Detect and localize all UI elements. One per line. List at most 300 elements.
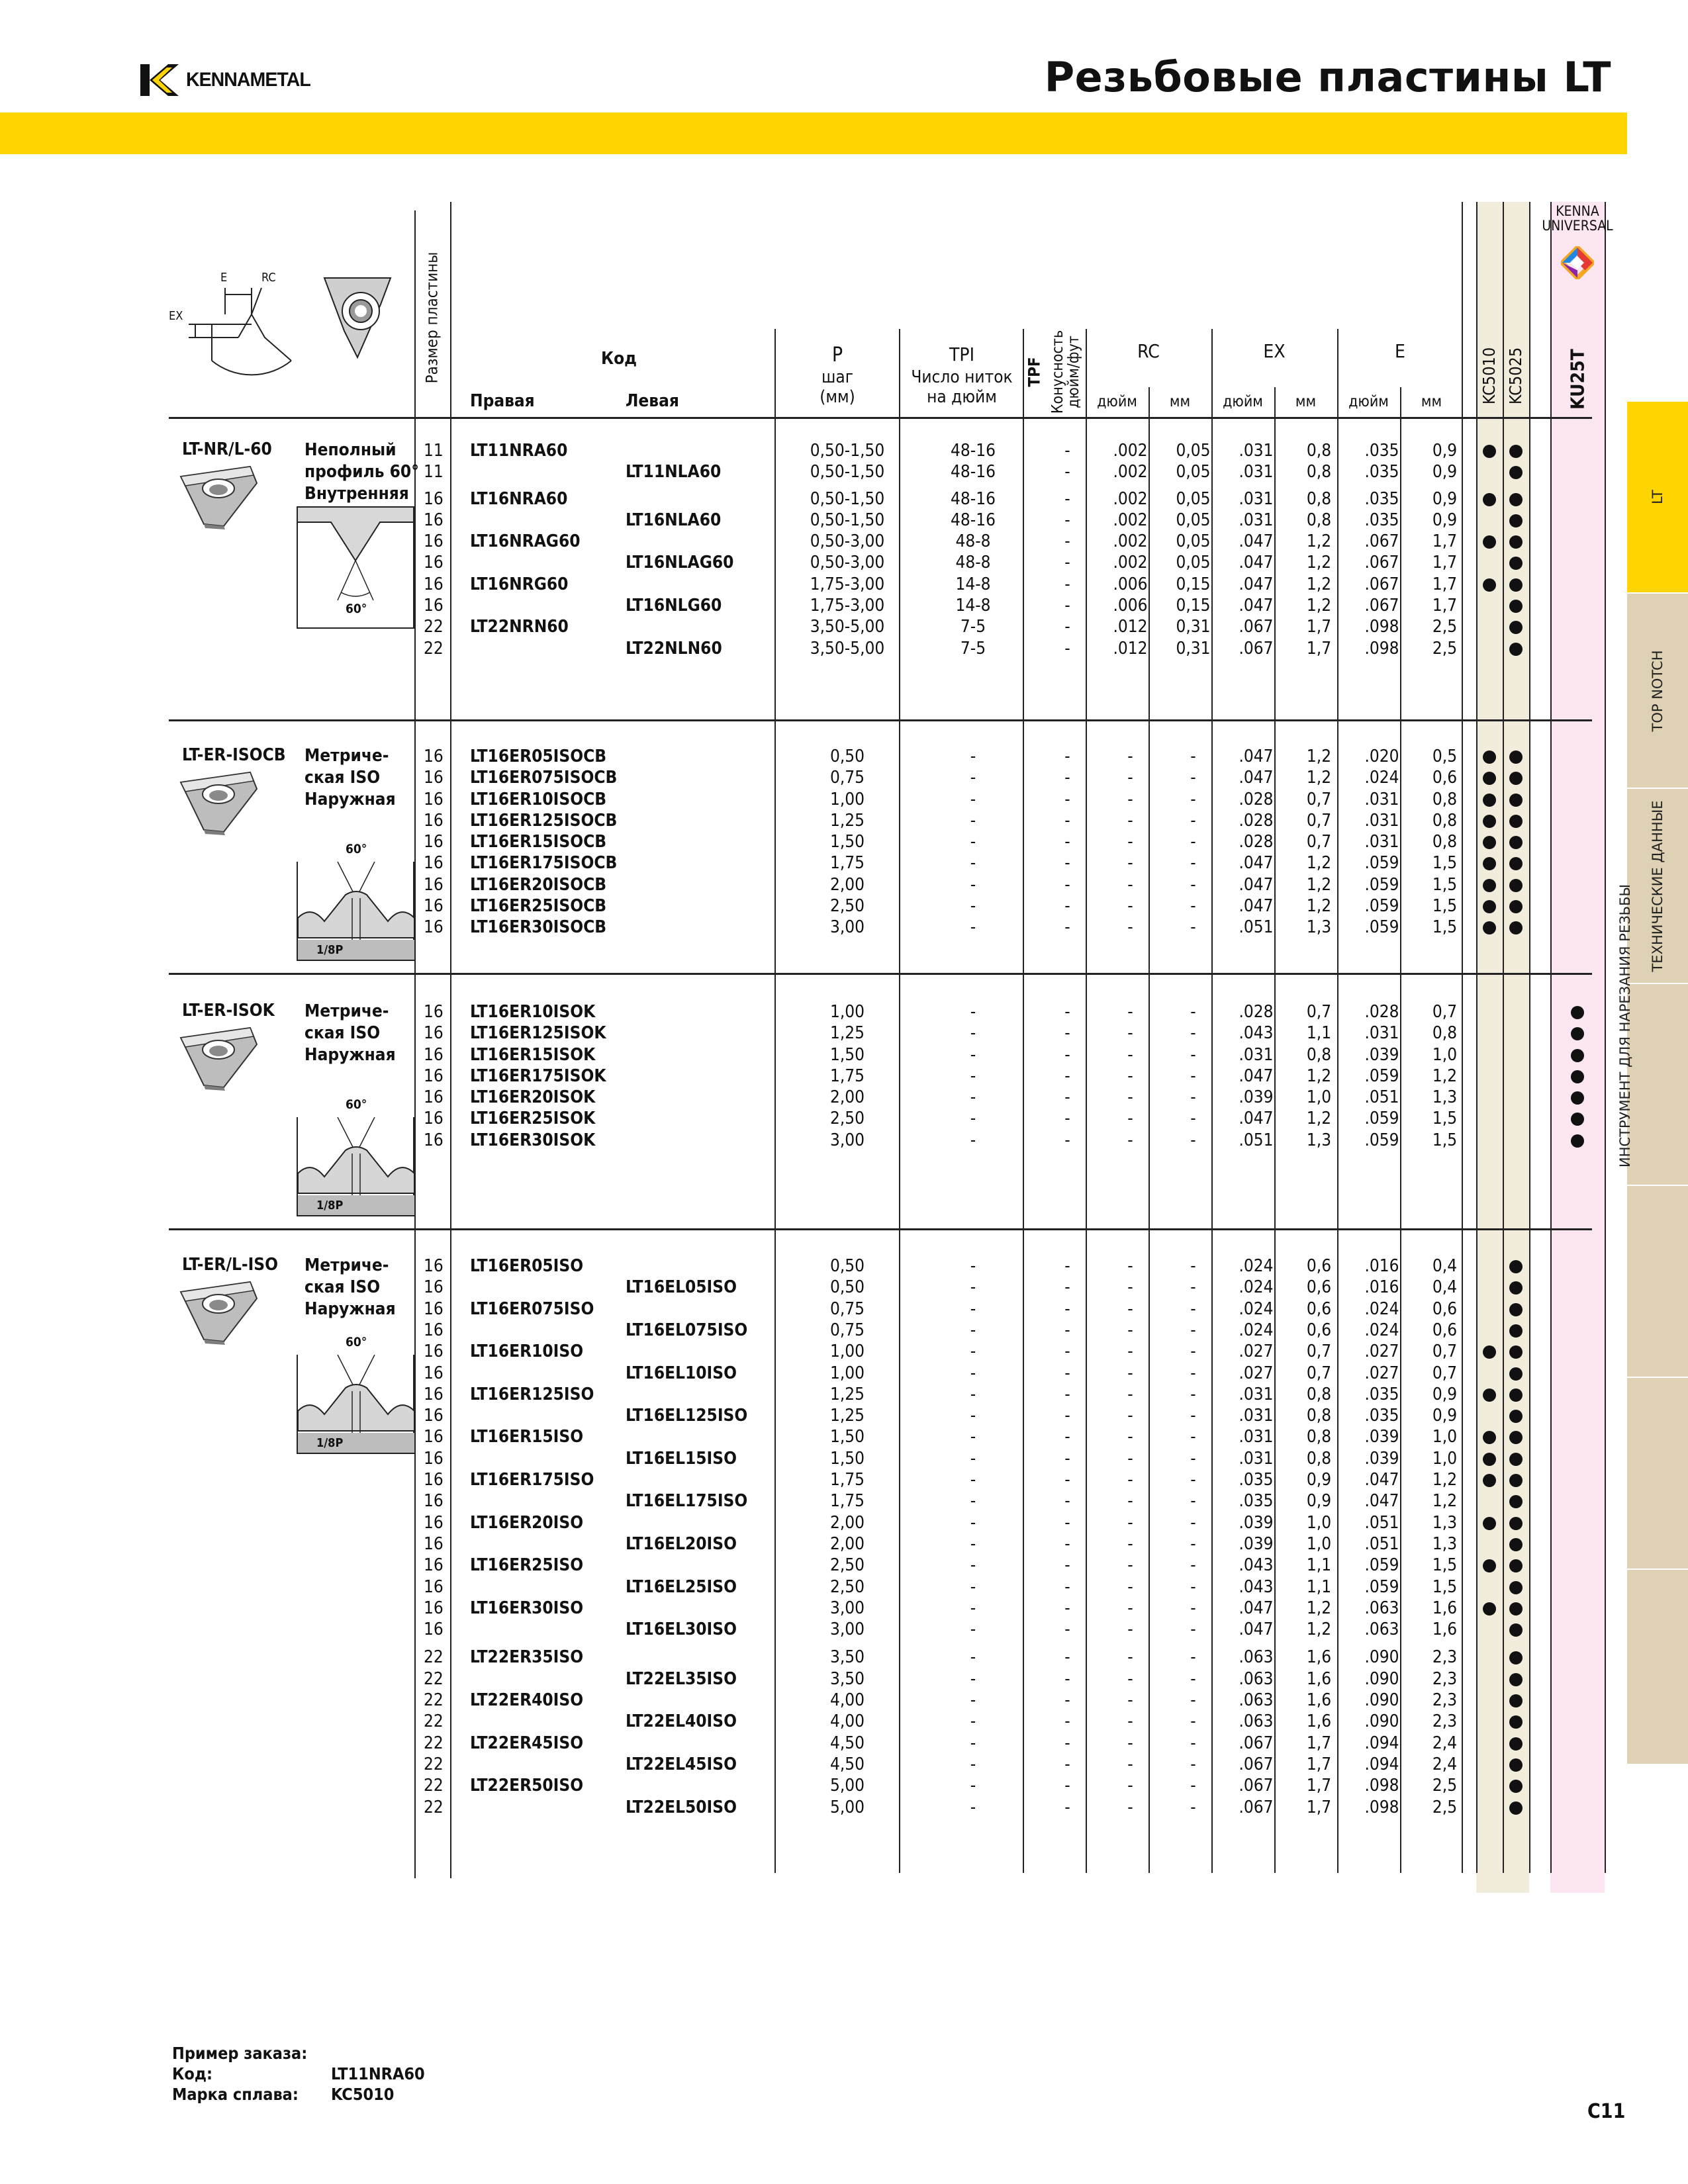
tpi-cell: - — [970, 1363, 976, 1383]
e-mm-cell: 1,5 — [1432, 896, 1458, 916]
rc-inch-cell: - — [1127, 1754, 1133, 1774]
pitch-cell: 2,50 — [829, 1577, 865, 1597]
availability-dot-ku25t — [1571, 1091, 1584, 1105]
tpi-cell: 7-5 — [960, 617, 986, 637]
rc-mm-cell: - — [1190, 1277, 1196, 1297]
tpi-cell: - — [970, 747, 976, 766]
ex-inch-cell: .047 — [1239, 531, 1274, 551]
side-tab-technical-data[interactable] — [1627, 788, 1688, 983]
insert-size-cell: 16 — [424, 489, 444, 509]
insert-size-cell: 16 — [424, 1619, 444, 1639]
e-inch-cell: .059 — [1364, 1109, 1399, 1128]
tpi-cell: - — [970, 1427, 976, 1447]
ex-mm-cell: 0,8 — [1306, 1045, 1332, 1065]
code-right-cell: LT22ER35ISO — [470, 1647, 584, 1667]
ex-mm-cell: 0,6 — [1306, 1277, 1332, 1297]
insert-size-cell: 16 — [424, 531, 444, 551]
order-code-value: LT11NRA60 — [331, 2064, 425, 2083]
e-mm-cell: 0,9 — [1432, 462, 1458, 482]
code-left-cell: LT16EL20ISO — [626, 1534, 737, 1554]
insert-size-cell: 22 — [424, 1776, 444, 1796]
availability-dot-kc5010 — [1483, 1474, 1496, 1487]
ex-mm-cell: 0,9 — [1306, 1470, 1332, 1490]
insert-size-cell: 16 — [424, 811, 444, 831]
e-mm-cell: 1,7 — [1432, 553, 1458, 572]
code-right-cell: LT22NRN60 — [470, 617, 569, 637]
insert-size-cell: 16 — [424, 1256, 444, 1276]
insert-picture — [177, 769, 263, 838]
tpf-cell: - — [1064, 1342, 1070, 1361]
availability-dot-ku25t — [1571, 1027, 1584, 1040]
rc-mm-cell: - — [1190, 1002, 1196, 1022]
header-rc-mm: мм — [1169, 393, 1191, 410]
rc-inch-cell: - — [1127, 1066, 1133, 1086]
ex-inch-cell: .051 — [1239, 917, 1274, 937]
e-inch-cell: .059 — [1364, 875, 1399, 895]
insert-size-cell: 11 — [424, 462, 444, 482]
ex-inch-cell: .063 — [1239, 1711, 1274, 1731]
availability-dot-kc5025 — [1509, 794, 1523, 807]
header-ex: EX — [1263, 340, 1286, 362]
ex-mm-cell: 1,6 — [1306, 1647, 1332, 1667]
pitch-cell: 0,50 — [829, 747, 865, 766]
tpf-cell: - — [1064, 1002, 1070, 1022]
ex-inch-cell: .031 — [1239, 489, 1274, 509]
pitch-cell: 0,75 — [829, 1320, 865, 1340]
ex-inch-cell: .031 — [1239, 1385, 1274, 1404]
tpf-cell: - — [1064, 639, 1070, 659]
ex-mm-cell: 1,2 — [1306, 875, 1332, 895]
ex-inch-cell: .051 — [1239, 1130, 1274, 1150]
page-number: C11 — [1587, 2100, 1626, 2123]
rc-mm-cell: - — [1190, 1066, 1196, 1086]
insert-size-cell: 16 — [424, 1342, 444, 1361]
e-inch-cell: .063 — [1364, 1619, 1399, 1639]
code-right-cell: LT16NRAG60 — [470, 531, 581, 551]
availability-dot-ku25t — [1571, 1113, 1584, 1126]
rc-mm-cell: - — [1190, 1513, 1196, 1533]
rc-inch-cell: - — [1127, 1002, 1133, 1022]
e-inch-cell: .098 — [1364, 617, 1399, 637]
availability-dot-kc5025 — [1509, 514, 1523, 527]
tpf-cell: - — [1064, 1363, 1070, 1383]
rc-inch-cell: - — [1127, 1733, 1133, 1753]
tpi-cell: - — [970, 1023, 976, 1043]
ex-mm-cell: 0,8 — [1306, 1406, 1332, 1426]
e-mm-cell: 2,5 — [1432, 1797, 1458, 1817]
code-left-cell: LT22EL40ISO — [626, 1711, 737, 1731]
kenna-universal-label: KENNA UNIVERSAL — [1542, 203, 1613, 234]
metric-profile-diagram — [297, 1097, 414, 1216]
tpi-cell: 14-8 — [955, 574, 991, 594]
tpi-cell: - — [970, 768, 976, 788]
rc-mm-cell: 0,05 — [1176, 531, 1211, 551]
rc-inch-cell: .002 — [1113, 462, 1148, 482]
ex-mm-cell: 0,7 — [1306, 1342, 1332, 1361]
rc-inch-cell: .012 — [1113, 639, 1148, 659]
ex-inch-cell: .067 — [1239, 617, 1274, 637]
availability-dot-kc5025 — [1509, 857, 1523, 870]
e-mm-cell: 1,2 — [1432, 1491, 1458, 1511]
tpf-cell: - — [1064, 1513, 1070, 1533]
col-line-kc5025 — [1503, 202, 1504, 1873]
ex-mm-cell: 1,7 — [1306, 1733, 1332, 1753]
pitch-cell: 1,75-3,00 — [810, 574, 885, 594]
col-line-kc5010 — [1476, 202, 1477, 1873]
e-mm-cell: 1,3 — [1432, 1534, 1458, 1554]
e-mm-cell: 2,4 — [1432, 1754, 1458, 1774]
ex-mm-cell: 1,2 — [1306, 531, 1332, 551]
rc-mm-cell: - — [1190, 1619, 1196, 1639]
profile-fraction-label: 1/8P — [316, 1436, 344, 1450]
e-mm-cell: 0,8 — [1432, 790, 1458, 809]
tpf-cell: - — [1064, 1277, 1070, 1297]
availability-dot-kc5025 — [1509, 1737, 1523, 1751]
rc-mm-cell: - — [1190, 917, 1196, 937]
ex-mm-cell: 0,8 — [1306, 1427, 1332, 1447]
e-inch-cell: .063 — [1364, 1598, 1399, 1618]
code-right-cell: LT16ER10ISOCB — [470, 790, 607, 809]
availability-dot-kc5025 — [1509, 1367, 1523, 1381]
label-e: E — [220, 271, 228, 285]
availability-dot-kc5025 — [1509, 1602, 1523, 1615]
order-grade-value: KC5010 — [331, 2085, 395, 2104]
tpf-cell: - — [1064, 1491, 1070, 1511]
ex-inch-cell: .047 — [1239, 553, 1274, 572]
tpf-cell: - — [1064, 1598, 1070, 1618]
code-left-cell: LT16EL075ISO — [626, 1320, 748, 1340]
tpi-cell: - — [970, 1669, 976, 1689]
ex-inch-cell: .031 — [1239, 1449, 1274, 1469]
insert-size-cell: 16 — [424, 1427, 444, 1447]
ex-inch-cell: .063 — [1239, 1669, 1274, 1689]
metric-profile-diagram — [297, 842, 414, 961]
pitch-cell: 1,25 — [829, 811, 865, 831]
ex-inch-cell: .067 — [1239, 639, 1274, 659]
e-inch-cell: .094 — [1364, 1754, 1399, 1774]
tpf-cell: - — [1064, 1023, 1070, 1043]
e-inch-cell: .051 — [1364, 1534, 1399, 1554]
tpf-cell: - — [1064, 1754, 1070, 1774]
e-mm-cell: 1,3 — [1432, 1513, 1458, 1533]
availability-dot-kc5025 — [1509, 557, 1523, 570]
e-mm-cell: 2,3 — [1432, 1669, 1458, 1689]
ex-mm-cell: 0,6 — [1306, 1256, 1332, 1276]
ex-mm-cell: 1,2 — [1306, 853, 1332, 873]
pitch-cell: 1,75 — [829, 1470, 865, 1490]
availability-dot-kc5025 — [1509, 751, 1523, 764]
code-right-cell: LT16NRG60 — [470, 574, 569, 594]
pitch-cell: 0,50-1,50 — [810, 489, 885, 509]
pitch-cell: 1,00 — [829, 1342, 865, 1361]
code-left-cell: LT11NLA60 — [626, 462, 722, 482]
metric-profile-diagram — [297, 1335, 414, 1454]
availability-dot-kc5010 — [1483, 1517, 1496, 1530]
pitch-cell: 3,00 — [829, 1619, 865, 1639]
availability-dot-kc5025 — [1509, 1303, 1523, 1316]
pitch-cell: 1,00 — [829, 1363, 865, 1383]
header-tpf-sub-text: Конусность дюйм/фут — [1049, 330, 1082, 414]
rc-inch-cell: - — [1127, 1130, 1133, 1150]
rc-inch-cell: - — [1127, 1256, 1133, 1276]
code-left-cell: LT16EL15ISO — [626, 1449, 737, 1469]
ex-inch-cell: .031 — [1239, 1406, 1274, 1426]
availability-dot-kc5025 — [1509, 1345, 1523, 1359]
availability-dot-kc5025 — [1509, 621, 1523, 634]
tpi-cell: - — [970, 1277, 976, 1297]
side-tabs — [1627, 400, 1688, 1823]
header-rule — [169, 417, 1592, 419]
ex-mm-cell: 1,2 — [1306, 896, 1332, 916]
rc-mm-cell: - — [1190, 1711, 1196, 1731]
rc-mm-cell: - — [1190, 1449, 1196, 1469]
side-tab-blank-2[interactable] — [1627, 1185, 1688, 1377]
availability-dot-kc5010 — [1483, 1602, 1496, 1615]
tpi-cell: 14-8 — [955, 596, 991, 615]
pitch-cell: 5,00 — [829, 1797, 865, 1817]
insert-size-cell: 16 — [424, 1130, 444, 1150]
pitch-cell: 1,75 — [829, 1491, 865, 1511]
pitch-cell: 1,75 — [829, 1066, 865, 1086]
e-inch-cell: .059 — [1364, 1066, 1399, 1086]
tpf-cell: - — [1064, 1555, 1070, 1575]
pitch-cell: 4,00 — [829, 1690, 865, 1710]
tpi-cell: - — [970, 832, 976, 852]
rc-mm-cell: - — [1190, 1754, 1196, 1774]
header-e-mm: мм — [1421, 393, 1442, 410]
ex-inch-cell: .039 — [1239, 1534, 1274, 1554]
rc-mm-cell: - — [1190, 768, 1196, 788]
section-description: Неполный профиль 60° Внутренняя — [305, 440, 419, 504]
tpf-cell: - — [1064, 1256, 1070, 1276]
code-right-cell: LT16ER125ISOK — [470, 1023, 606, 1043]
tpf-cell: - — [1064, 1776, 1070, 1796]
availability-dot-kc5025 — [1509, 815, 1523, 828]
pitch-cell: 2,00 — [829, 1087, 865, 1107]
pitch-cell: 1,00 — [829, 1002, 865, 1022]
rc-mm-cell: - — [1190, 1320, 1196, 1340]
tpi-cell: - — [970, 1109, 976, 1128]
e-inch-cell: .031 — [1364, 1023, 1399, 1043]
e-inch-cell: .067 — [1364, 553, 1399, 572]
code-right-cell: LT16ER175ISOK — [470, 1066, 606, 1086]
availability-dot-kc5025 — [1509, 1538, 1523, 1551]
tpi-cell: - — [970, 1256, 976, 1276]
e-mm-cell: 0,8 — [1432, 1023, 1458, 1043]
rc-inch-cell: - — [1127, 1406, 1133, 1426]
ex-mm-cell: 1,2 — [1306, 1109, 1332, 1128]
rc-inch-cell: .002 — [1113, 489, 1148, 509]
code-right-cell: LT16ER075ISOCB — [470, 768, 618, 788]
insert-size-cell: 16 — [424, 1066, 444, 1086]
tpi-cell: 48-16 — [951, 489, 996, 509]
order-code-label: Код: — [172, 2064, 212, 2083]
pitch-cell: 0,75 — [829, 768, 865, 788]
pitch-cell: 1,25 — [829, 1406, 865, 1426]
tpf-cell: - — [1064, 1619, 1070, 1639]
e-inch-cell: .051 — [1364, 1513, 1399, 1533]
availability-dot-kc5025 — [1509, 535, 1523, 549]
code-left-cell: LT22EL50ISO — [626, 1797, 737, 1817]
e-inch-cell: .016 — [1364, 1256, 1399, 1276]
ex-inch-cell: .027 — [1239, 1363, 1274, 1383]
rc-inch-cell: - — [1127, 1690, 1133, 1710]
tpf-cell: - — [1064, 1045, 1070, 1065]
label-ex: EX — [169, 309, 183, 323]
tpi-cell: - — [970, 1733, 976, 1753]
tpi-cell: - — [970, 1776, 976, 1796]
availability-dot-kc5010 — [1483, 1453, 1496, 1466]
availability-dot-kc5025 — [1509, 1281, 1523, 1295]
e-inch-cell: .031 — [1364, 832, 1399, 852]
ex-mm-cell: 1,0 — [1306, 1513, 1332, 1533]
ex-mm-cell: 1,6 — [1306, 1669, 1332, 1689]
insert-picture — [177, 463, 263, 532]
pitch-cell: 0,50-1,50 — [810, 462, 885, 482]
header-e: E — [1395, 340, 1405, 362]
availability-dot-kc5025 — [1509, 1410, 1523, 1423]
rc-inch-cell: .002 — [1113, 510, 1148, 530]
header-tpi: TPI — [949, 343, 974, 365]
tpf-cell: - — [1064, 1320, 1070, 1340]
insert-size-cell: 22 — [424, 1711, 444, 1731]
tpi-cell: - — [970, 1449, 976, 1469]
pitch-cell: 2,00 — [829, 1513, 865, 1533]
kenna-universal-icon — [1561, 246, 1594, 282]
ex-inch-cell: .043 — [1239, 1023, 1274, 1043]
rc-inch-cell: .006 — [1113, 596, 1148, 615]
pitch-cell: 0,50 — [829, 1277, 865, 1297]
tpf-cell: - — [1064, 832, 1070, 852]
tpi-cell: - — [970, 1711, 976, 1731]
insert-size-cell: 16 — [424, 510, 444, 530]
pitch-cell: 2,50 — [829, 896, 865, 916]
rc-mm-cell: 0,31 — [1176, 639, 1211, 659]
ex-mm-cell: 0,6 — [1306, 1320, 1332, 1340]
tpf-cell: - — [1064, 811, 1070, 831]
header-pitch-sub: шаг (мм) — [820, 367, 855, 407]
availability-dot-kc5025 — [1509, 1474, 1523, 1487]
insert-size-cell: 16 — [424, 1449, 444, 1469]
insert-size-cell: 16 — [424, 1299, 444, 1319]
code-right-cell: LT16ER20ISO — [470, 1513, 584, 1533]
tpf-cell: - — [1064, 1087, 1070, 1107]
code-right-cell: LT16ER30ISOK — [470, 1130, 596, 1150]
e-mm-cell: 2,5 — [1432, 639, 1458, 659]
ex-mm-cell: 0,7 — [1306, 832, 1332, 852]
insert-size-cell: 16 — [424, 790, 444, 809]
ex-inch-cell: .035 — [1239, 1491, 1274, 1511]
rc-mm-cell: - — [1190, 1555, 1196, 1575]
rc-inch-cell: - — [1127, 896, 1133, 916]
pitch-cell: 1,75-3,00 — [810, 596, 885, 615]
header-insert-size — [414, 218, 450, 417]
e-mm-cell: 1,0 — [1432, 1045, 1458, 1065]
pitch-cell: 2,50 — [829, 1555, 865, 1575]
rc-mm-cell: - — [1190, 790, 1196, 809]
pitch-cell: 3,00 — [829, 1130, 865, 1150]
side-tab-blank-1[interactable] — [1627, 983, 1688, 1185]
ex-mm-cell: 1,2 — [1306, 747, 1332, 766]
tpf-cell: - — [1064, 1669, 1070, 1689]
side-tab-blank-3[interactable] — [1627, 1377, 1688, 1569]
side-tab-top-notch[interactable] — [1627, 592, 1688, 788]
insert-size-cell: 11 — [424, 441, 444, 461]
tpi-cell: - — [970, 896, 976, 916]
tpf-cell: - — [1064, 489, 1070, 509]
e-inch-cell: .039 — [1364, 1045, 1399, 1065]
rc-mm-cell: - — [1190, 1299, 1196, 1319]
insert-size-cell: 16 — [424, 553, 444, 572]
rc-mm-cell: - — [1190, 1598, 1196, 1618]
tpi-cell: - — [970, 1066, 976, 1086]
e-mm-cell: 1,5 — [1432, 917, 1458, 937]
e-mm-cell: 1,5 — [1432, 1577, 1458, 1597]
availability-dot-kc5025 — [1509, 1495, 1523, 1508]
ex-mm-cell: 1,2 — [1306, 596, 1332, 615]
insert-size-cell: 16 — [424, 1087, 444, 1107]
tpi-cell: 48-16 — [951, 441, 996, 461]
rc-mm-cell: - — [1190, 1647, 1196, 1667]
pitch-cell: 2,00 — [829, 1534, 865, 1554]
ex-mm-cell: 1,2 — [1306, 553, 1332, 572]
code-right-cell: LT16ER175ISOCB — [470, 853, 618, 873]
ex-mm-cell: 1,7 — [1306, 617, 1332, 637]
side-section-label — [1615, 860, 1635, 1191]
ex-inch-cell: .043 — [1239, 1555, 1274, 1575]
insert-size-cell: 16 — [424, 1406, 444, 1426]
e-mm-cell: 1,6 — [1432, 1619, 1458, 1639]
tpf-cell: - — [1064, 553, 1070, 572]
ex-inch-cell: .024 — [1239, 1277, 1274, 1297]
rc-inch-cell: - — [1127, 1669, 1133, 1689]
insert-size-cell: 16 — [424, 832, 444, 852]
section-name: LT-NR/L-60 — [182, 439, 272, 459]
tpf-cell: - — [1064, 1690, 1070, 1710]
insert-size-cell: 16 — [424, 574, 444, 594]
tpi-cell: - — [970, 1385, 976, 1404]
rc-mm-cell: - — [1190, 1130, 1196, 1150]
ex-inch-cell: .047 — [1239, 1598, 1274, 1618]
side-tab-blank-4[interactable] — [1627, 1569, 1688, 1764]
pitch-cell: 3,50-5,00 — [810, 639, 885, 659]
insert-size-cell: 16 — [424, 1363, 444, 1383]
col-line-code — [450, 202, 451, 1878]
e-mm-cell: 1,3 — [1432, 1087, 1458, 1107]
e-mm-cell: 0,5 — [1432, 747, 1458, 766]
code-left-cell: LT22EL45ISO — [626, 1754, 737, 1774]
section-name: LT-ER-ISOK — [182, 1001, 275, 1021]
rc-mm-cell: 0,15 — [1176, 596, 1211, 615]
side-tab-lt[interactable] — [1627, 400, 1688, 592]
ex-mm-cell: 0,9 — [1306, 1491, 1332, 1511]
pitch-cell: 4,00 — [829, 1711, 865, 1731]
insert-size-cell: 16 — [424, 768, 444, 788]
label-rc: RC — [261, 271, 276, 285]
rc-mm-cell: - — [1190, 1427, 1196, 1447]
pitch-cell: 1,75 — [829, 853, 865, 873]
rc-mm-cell: - — [1190, 1363, 1196, 1383]
insert-size-cell: 16 — [424, 596, 444, 615]
e-inch-cell: .059 — [1364, 1555, 1399, 1575]
kennametal-k-icon — [140, 63, 179, 97]
page-title: Резьбовые пластины LT — [1044, 53, 1611, 101]
profile-angle-label: 60° — [346, 1097, 367, 1112]
ex-inch-cell: .063 — [1239, 1647, 1274, 1667]
rc-mm-cell: - — [1190, 1023, 1196, 1043]
rc-inch-cell: .002 — [1113, 553, 1148, 572]
header-rc: RC — [1137, 340, 1160, 362]
